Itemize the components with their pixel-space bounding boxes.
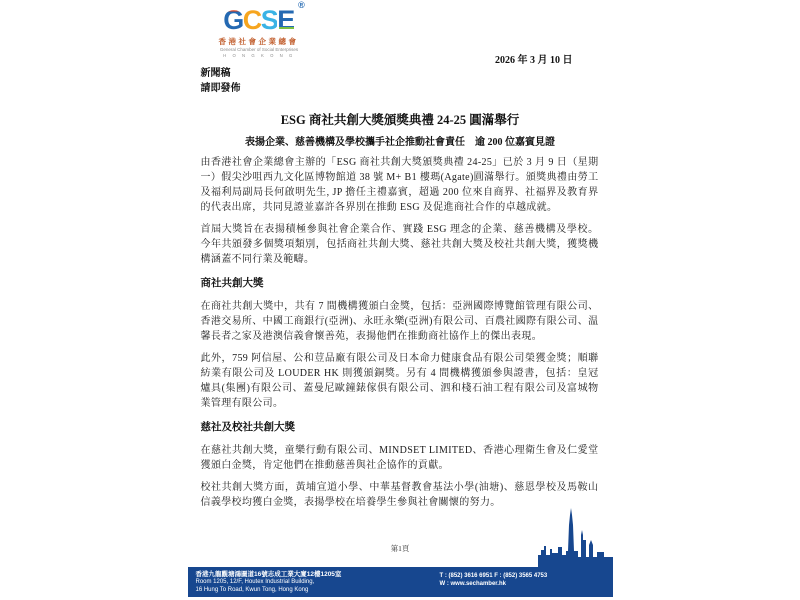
doc-type-label: 新聞稿 [200,68,231,79]
logo-letter-g: G [223,5,243,35]
press-release-header [201,66,241,96]
footer-address-block [196,571,342,594]
city-skyline-graphic [538,505,613,567]
document-body [201,155,599,517]
logo-region: H O N G K O N G [222,53,295,59]
press-release-page [188,0,613,600]
document-date: 2026 年 3 月 10 日 [495,55,573,66]
section-paragraph: 校社共創大獎方面，黃埔宣道小學、中華基督教會基法小學(油塘)、慈恩學校及馬鞍山信義學校均獲白金獎，表揚學校在培養學生參與社會關懷的努力。 [200,482,599,508]
footer-bar [188,567,613,597]
section-heading-charity-school: 慈社及校社共創大獎 [200,422,295,433]
footer-contact-block [440,572,548,588]
intro-paragraph: 首屆大獎旨在表揚積極參與社會企業合作、實踐 ESG 理念的企業、慈善機構及學校。今年共頒發多個獎項類別，包括商社共創大獎、慈社共創大獎及校社共創大獎，獲獎機構涵蓋不同行業及範疇。 [200,224,599,265]
logo-letter-e: E [277,5,294,35]
footer-address-english-line1: Room 1205, 12/F, Houtex Industrial Building, [195,579,315,585]
gcse-logo-letters [223,0,305,35]
section-paragraph: 在慈社共創大獎，童樂行動有限公司、MINDSET LIMITED、香港心理衛生會及仁愛堂獲頒白金獎，肯定他們在推動慈善與社企協作的貢獻。 [200,445,599,471]
logo-letter-s: S [260,5,278,35]
logo-letter-c: C [242,5,261,35]
footer-address-chinese: 香港九龍觀塘鴻圖道16號志成工業大廈12樓1205室 [195,571,342,578]
section-heading-business: 商社共創大獎 [200,278,264,289]
registered-trademark-icon: ® [298,0,305,10]
page-title: ESG 商社共創大獎頒獎典禮 24-25 圓滿舉行 [280,113,520,127]
page-number: 第1頁 [390,544,410,553]
gcse-logo [200,0,318,59]
footer-tel-fax: T : (852) 3616 6951 F : (852) 3565 4753 [439,573,548,579]
release-note-label: 請即發佈 [200,83,241,94]
footer-website: W : www.sechamber.hk [439,581,506,587]
footer-address-english-line2: 16 Hung To Road, Kwun Tong, Hong Kong [195,586,309,593]
logo-english-name: General Chamber of Social Enterprises [219,47,298,53]
section-paragraph: 此外，759 阿信屋、公和荳品廠有限公司及日本命力健康食品有限公司榮獲金獎；順聯紡業有限公司及 LOUDER HK 則獲頒銅獎。另有 4 間機構獲頒參與證書，包括：皇冠爐具(集團)有限公司、蓋曼尼歐鐘錶傢俱有限公司、泗和棧石油工程有限公司及富城物業管理有限公司。 [200,353,599,409]
logo-chinese-name: 香港社會企業總會 [218,37,299,46]
page-subtitle: 表揚企業、慈善機構及學校攜手社企推動社會責任 逾 200 位嘉賓見證 [245,137,555,148]
section-paragraph: 在商社共創大獎中，共有 7 間機構獲頒白金獎，包括：亞洲國際博覽館管理有限公司、香港交易所、中國工商銀行(亞洲)、永旺永樂(亞洲)有限公司、百農社國際有限公司、温馨長者之家及港澳信義會懷善苑，表揚他們在推動商社協作上的傑出表現。 [200,301,599,342]
intro-paragraph: 由香港社會企業總會主辦的「ESG 商社共創大獎頒獎典禮 24-25」已於 3 月 9 日（星期一）假尖沙咀西九文化區博物館道 38 號 M+ B1 樓瑪(Agate)圓滿舉行。頒獎典禮由勞工及福利局副局長何啟明先生, JP 擔任主禮嘉賓，超過 200 位來自商界、社福界及教育界的代表出席，共同見證並嘉許各界別在推動 ESG 及促進商社合作的卓越成就。 [200,157,599,213]
